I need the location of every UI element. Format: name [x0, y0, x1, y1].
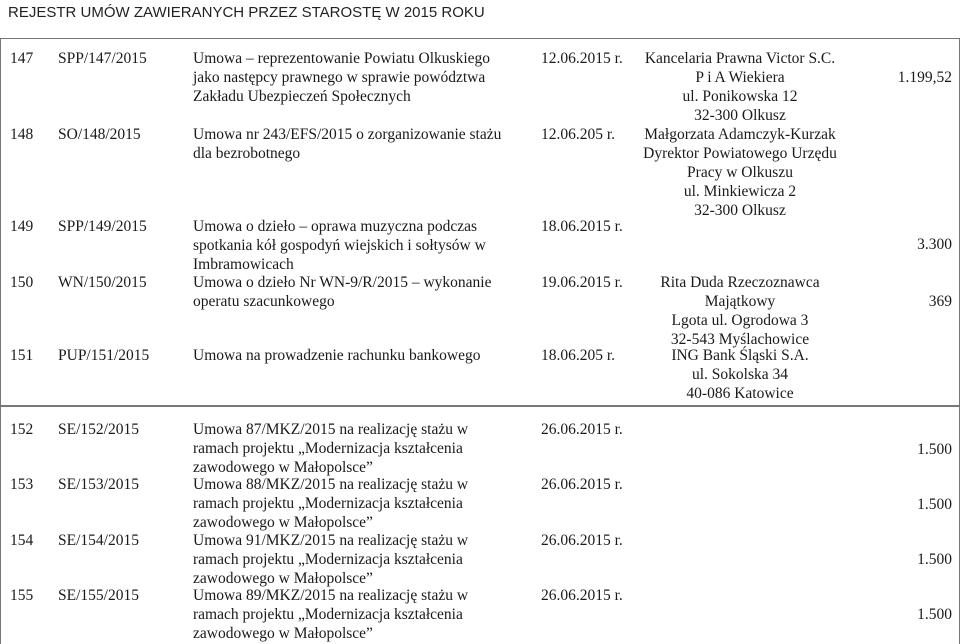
contract-ref: SPP/147/2015 — [58, 50, 147, 67]
row-number: 150 — [10, 274, 34, 291]
contract-ref: SPP/149/2015 — [58, 218, 147, 235]
contract-ref: SE/155/2015 — [58, 587, 139, 604]
contract-amount: 1.500 — [917, 441, 952, 458]
page-header — [0, 0, 960, 26]
contract-date: 26.06.2015 r. — [541, 421, 623, 438]
contract-party: Małgorzata Adamczyk-Kurzak Dyrektor Powiatowego Urzędu Pracy w Olkuszu ul. Minkiewicza 2 32-300 Olkusz — [643, 126, 837, 219]
contracts-table-top — [0, 38, 960, 406]
contract-description: Umowa na prowadzenie rachunku bankowego — [193, 347, 481, 364]
register-title: REJESTR UMÓW ZAWIERANYCH PRZEZ STAROSTĘ W 2015 ROKU — [8, 4, 485, 21]
contract-date: 19.06.2015 r. — [541, 274, 623, 291]
contracts-table-bottom — [0, 406, 960, 644]
contract-description: Umowa – reprezentowanie Powiatu Olkuskiego jako następcy prawnego w sprawie powództwa Zakładu Ubezpieczeń Społecznych — [193, 50, 491, 105]
contract-ref: SE/152/2015 — [58, 421, 139, 438]
contract-description: Umowa 89/MKZ/2015 na realizację stażu w ramach projektu „Modernizacja kształcenia zawodowego w Małopolsce” — [193, 587, 469, 642]
row-number: 148 — [10, 126, 34, 143]
contract-date: 12.06.2015 r. — [541, 50, 623, 67]
contract-description: Umowa nr 243/EFS/2015 o zorganizowanie stażu dla bezrobotnego — [193, 126, 502, 162]
contract-ref: SE/153/2015 — [58, 476, 139, 493]
contract-date: 26.06.2015 r. — [541, 587, 623, 604]
row-number: 147 — [10, 50, 34, 67]
contract-ref: SE/154/2015 — [58, 532, 139, 549]
contract-date: 18.06.205 r. — [541, 347, 616, 364]
contract-ref: WN/150/2015 — [58, 274, 147, 291]
row-number: 152 — [10, 421, 34, 438]
contract-date: 26.06.2015 r. — [541, 532, 623, 549]
row-number: 155 — [10, 587, 34, 604]
contract-amount: 1.500 — [917, 551, 952, 568]
contract-amount: 1.500 — [917, 606, 952, 623]
contract-date: 18.06.2015 r. — [541, 218, 623, 235]
contract-description: Umowa 91/MKZ/2015 na realizację stażu w ramach projektu „Modernizacja kształcenia zawodowego w Małopolsce” — [193, 532, 469, 587]
contract-amount: 1.199,52 — [897, 69, 952, 86]
contract-ref: PUP/151/2015 — [58, 347, 150, 364]
contract-amount: 1.500 — [917, 496, 952, 513]
contract-party: Kancelaria Prawna Victor S.C. P i A Wiekiera ul. Ponikowska 12 32-300 Olkusz — [644, 50, 836, 124]
contract-description: Umowa 88/MKZ/2015 na realizację stażu w ramach projektu „Modernizacja kształcenia zawodowego w Małopolsce” — [193, 476, 469, 531]
contract-ref: SO/148/2015 — [58, 126, 141, 143]
contract-amount: 3.300 — [917, 236, 952, 253]
row-number: 151 — [10, 347, 34, 364]
contract-party: ING Bank Śląski S.A. ul. Sokolska 34 40-086 Katowice — [671, 347, 809, 402]
contract-amount: 369 — [928, 293, 952, 310]
row-number: 154 — [10, 532, 34, 549]
contract-description: Umowa o dzieło Nr WN-9/R/2015 – wykonanie operatu szacunkowego — [193, 274, 492, 310]
contract-date: 12.06.205 r. — [541, 126, 616, 143]
contract-description: Umowa 87/MKZ/2015 na realizację stażu w ramach projektu „Modernizacja kształcenia zawodowego w Małopolsce” — [193, 421, 469, 476]
row-number: 149 — [10, 218, 34, 235]
contract-description: Umowa o dzieło – oprawa muzyczna podczas spotkania kół gospodyń wiejskich i sołtysów w Imbramowicach — [193, 218, 486, 273]
row-number: 153 — [10, 476, 34, 493]
contract-date: 26.06.2015 r. — [541, 476, 623, 493]
contract-party: Rita Duda Rzeczoznawca Majątkowy Lgota ul. Ogrodowa 3 32-543 Myślachowice — [660, 274, 820, 348]
